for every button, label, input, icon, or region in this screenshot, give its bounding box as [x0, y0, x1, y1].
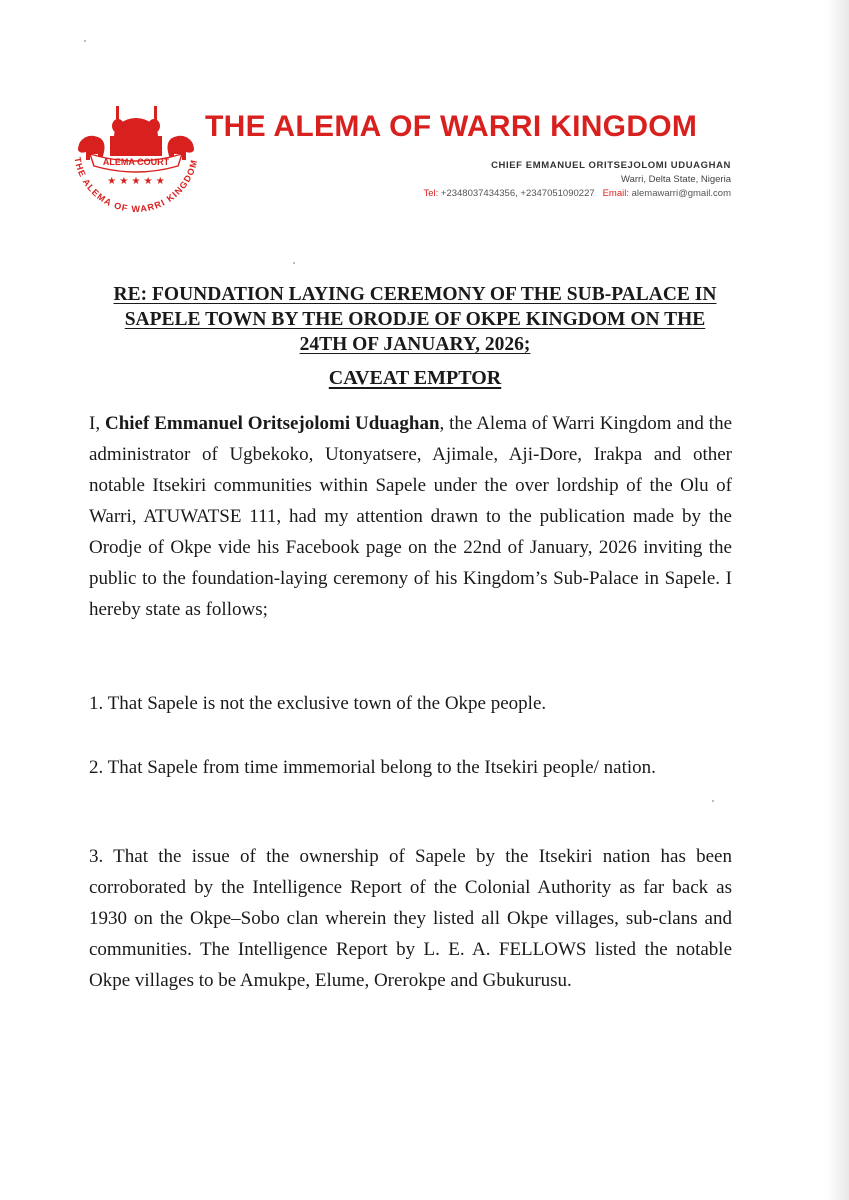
intro-text: , the Alema of Warri Kingdom and the administrator of Ugbekoko, Utonyatsere, Ajimale, Aji-Dore, Irakpa and other notable Itsekiri communities within Sapele under the over lordship of the Olu of Warri, ATUWATSE 111, had my attention drawn to the publication made by the Orodje of Okpe vide his Facebook page on the 22nd of January, 2026 inviting the public to the foundation-laying ceremony of his Kingdom’s Sub-Palace in Sapele. I hereby state as follows;	[89, 413, 733, 620]
point-3-paragraph: 3. That the issue of the ownership of Sapele by the Itsekiri nation has been corroborated by the Intelligence Report of the Colonial Authority as far back as 1930 on the Okpe–Sobo clan wherein they listed all Okpe villages, sub-clans and communities. The Intelligence Report by L. E. A. FELLOWS listed the notable Okpe villages to be Amukpe, Elume, Orerokpe and Gbukurusu.	[89, 846, 732, 991]
tel-label: Tel:	[423, 188, 439, 199]
email-value: alemawarri@gmail.com	[631, 188, 731, 199]
subject-line-1: RE: FOUNDATION LAYING CEREMONY OF THE SUB-PALACE IN	[113, 284, 717, 305]
alema-seal-logo	[62, 92, 210, 232]
scan-edge-shadow	[827, 0, 849, 1200]
caveat-heading: CAVEAT EMPTOR	[328, 367, 502, 389]
scan-speck	[84, 40, 86, 42]
author-name: Chief Emmanuel Oritsejolomi Uduaghan	[104, 413, 440, 434]
intro-prefix: I,	[89, 413, 105, 434]
contact-line	[423, 188, 731, 199]
subject-line-3: 24TH OF JANUARY, 2026;	[299, 334, 531, 355]
point-2-paragraph: 2. That Sapele from time immemorial belong to the Itsekiri people/ nation.	[89, 757, 656, 778]
scan-speck	[712, 800, 714, 802]
seal-ring-text: THE ALEMA OF WARRI KINGDOM	[72, 156, 200, 214]
subject-line-2: SAPELE TOWN BY THE ORODJE OF OKPE KINGDOM ON THE	[124, 309, 706, 330]
seal-stars-icon: ★ ★ ★ ★ ★	[107, 176, 165, 187]
chief-name: CHIEF EMMANUEL ORITSEJOLOMI UDUAGHAN	[491, 160, 731, 171]
intro-paragraph	[89, 408, 732, 625]
tel-value: +2348037434356, +2347051090227	[440, 188, 595, 199]
subject-heading	[95, 282, 735, 357]
email-label: Email:	[602, 188, 629, 199]
location-text: Warri, Delta State, Nigeria	[621, 174, 731, 185]
point-1-paragraph: 1. That Sapele is not the exclusive town of the Okpe people.	[89, 693, 547, 714]
scan-speck	[293, 262, 295, 264]
seal-banner-text: ALEMA COURT	[102, 157, 170, 167]
organization-title: THE ALEMA OF WARRI KINGDOM	[205, 110, 698, 143]
palace-emblem-icon	[78, 106, 194, 160]
